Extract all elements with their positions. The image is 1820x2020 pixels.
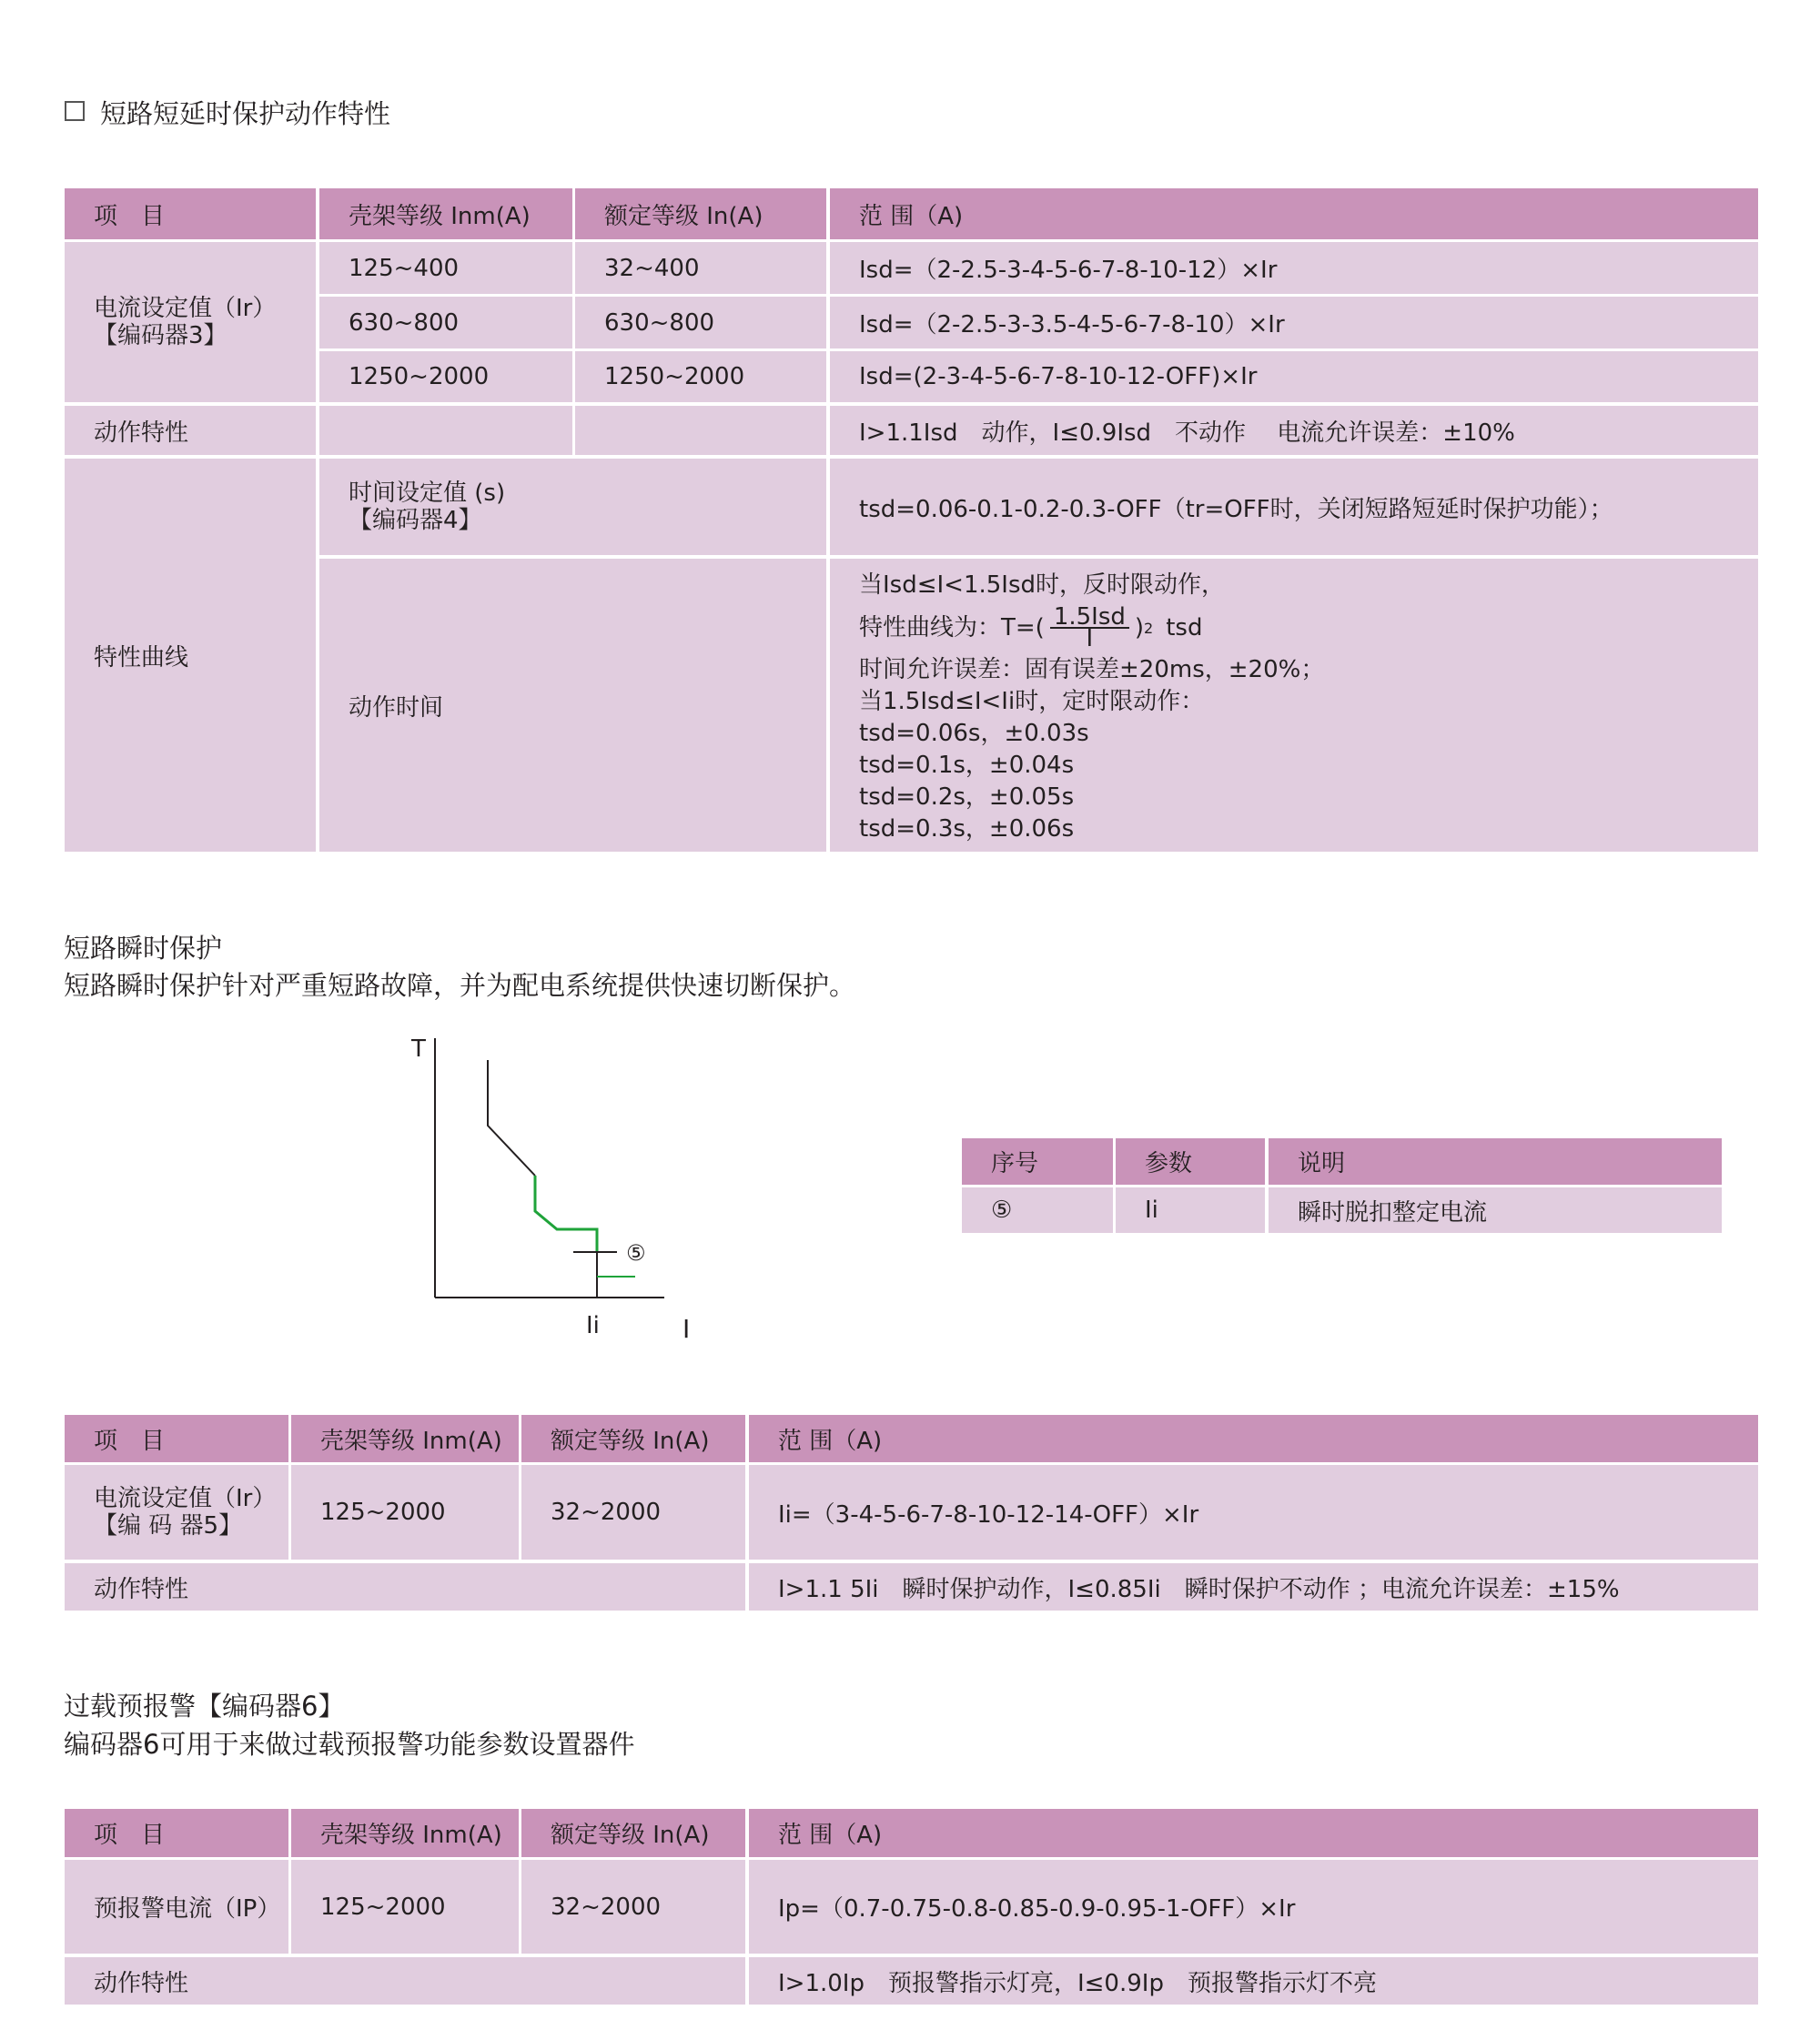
legend-row-desc: 瞬时脱扣整定电流 [1269, 1187, 1722, 1233]
table1-row3-frame: 1250~2000 [319, 351, 572, 402]
table3-action-value: I>1.0Ip 预报警指示灯亮，I≤0.9Ip 预报警指示灯不亮 [749, 1957, 1758, 2005]
detail-line-7: tsd=0.2s，±0.05s [859, 783, 1075, 811]
table1-action-value: I>1.1Isd 动作，I≤0.9Isd 不动作 电流允许误差：±10% [830, 406, 1758, 455]
table2-header-frame: 壳架等级 Inm(A) [291, 1415, 519, 1462]
formula-exponent: 2 [1144, 619, 1154, 637]
table1-action-time-label: 动作时间 [319, 559, 826, 852]
table1-header-item: 项 目 [65, 188, 316, 239]
table3-header-range: 范 围（A) [749, 1809, 1758, 1857]
table2-header-item: 项 目 [65, 1415, 288, 1462]
label-line-1: 电流设定值（Ir） [94, 295, 277, 322]
formula-numerator: 1.5Isd [1050, 607, 1129, 629]
table3-rated: 32~2000 [521, 1860, 745, 1954]
detail-line-8: tsd=0.3s，±0.06s [859, 815, 1075, 843]
legend-header-no: 序号 [962, 1138, 1113, 1185]
label-line-2: 【编码器4】 [349, 507, 482, 534]
label-line-2: 【编码器3】 [94, 322, 228, 349]
y-axis-label: T [411, 1035, 426, 1063]
table3-header-rated: 额定等级 In(A) [521, 1809, 745, 1857]
table1-row1-rated: 32~400 [575, 242, 826, 294]
table1-time-setting-value: tsd=0.06-0.1-0.2-0.3-OFF（tr=OFF时，关闭短路短延时保护功能）； [830, 459, 1758, 555]
section-desc-prealarm: 编码器6可用于来做过载预报警功能参数设置器件 [64, 1729, 635, 1760]
table1-row1-frame: 125~400 [319, 242, 572, 294]
table3-label: 预报警电流（IP） [65, 1860, 288, 1954]
table1-action-frame-empty [319, 406, 572, 455]
table2-header-range: 范 围（A) [749, 1415, 1758, 1462]
table1-action-label: 动作特性 [65, 406, 316, 455]
table1-row3-range: Isd=(2-3-4-5-6-7-8-10-12-OFF)×Ir [830, 351, 1758, 402]
table2-frame: 125~2000 [291, 1465, 519, 1560]
table2-action-value: I>1.1 5Ii 瞬时保护动作，I≤0.85Ii 瞬时保护不动作 ；电流允许误差：±15% [749, 1563, 1758, 1611]
detail-line-1: 当Isd≤I<1.5Isd时，反时限动作， [859, 571, 1226, 599]
table1-header-rated: 额定等级 In(A) [575, 188, 826, 239]
table2-action-label: 动作特性 [65, 1563, 745, 1611]
formula-suffix: ) [1134, 613, 1145, 641]
table1-row2-frame: 630~800 [319, 297, 572, 348]
detail-line-5: tsd=0.06s，±0.03s [859, 720, 1089, 747]
detail-line-3: 时间允许误差：固有误差±20ms，±20%； [859, 656, 1325, 683]
table1-row2-range: Isd=（2-2.5-3-3.5-4-5-6-7-8-10）×Ir [830, 297, 1758, 348]
table1-action-time-details [830, 559, 1758, 852]
section-title-prealarm: 过载预报警【编码器6】 [64, 1691, 345, 1722]
trip-curve-graph [400, 1033, 710, 1342]
table1-curve-label: 特性曲线 [65, 459, 316, 852]
formula-tail: tsd [1166, 613, 1203, 641]
formula-prefix: 特性曲线为：T=( [859, 613, 1045, 641]
x-axis-label: I [682, 1314, 691, 1342]
table3-header-item: 项 目 [65, 1809, 288, 1857]
formula-line [859, 601, 1202, 654]
label-line-2: 【编 码 器5】 [94, 1512, 243, 1540]
formula-denominator: I [1086, 625, 1094, 652]
table3-frame: 125~2000 [291, 1860, 519, 1954]
table2-range: Ii=（3-4-5-6-7-8-10-12-14-OFF）×Ir [749, 1465, 1758, 1560]
detail-line-4: 当1.5Isd≤I<Ii时，定时限动作： [859, 688, 1205, 715]
table1-time-setting-label [319, 459, 826, 555]
curve-short-delay [535, 1176, 597, 1252]
tick-label-ii: Ii [586, 1312, 600, 1339]
table1-current-setting-label [65, 242, 316, 402]
legend-row-param: Ii [1116, 1187, 1265, 1233]
section-desc-instant: 短路瞬时保护针对严重短路故障，并为配电系统提供快速切断保护。 [64, 970, 856, 1001]
checkbox-icon [65, 101, 85, 121]
table1-header-range: 范 围（A) [830, 188, 1758, 239]
formula-fraction [1050, 603, 1129, 652]
curve-long-delay [488, 1060, 535, 1176]
table3-range: Ip=（0.7-0.75-0.8-0.85-0.9-0.95-1-OFF）×Ir [749, 1860, 1758, 1954]
legend-header-param: 参数 [1116, 1138, 1265, 1185]
table1-row1-range: Isd=（2-2.5-3-4-5-6-7-8-10-12）×Ir [830, 242, 1758, 294]
table1-action-rated-empty [575, 406, 826, 455]
legend-header-desc: 说明 [1269, 1138, 1722, 1185]
label-line-1: 时间设定值 (s) [349, 480, 506, 507]
marker-label: ⑤ [626, 1240, 646, 1266]
table2-rated: 32~2000 [521, 1465, 745, 1560]
table1-row3-rated: 1250~2000 [575, 351, 826, 402]
table2-current-setting-label [65, 1465, 288, 1560]
table1-header-frame: 壳架等级 Inm(A) [319, 188, 572, 239]
table3-header-frame: 壳架等级 Inm(A) [291, 1809, 519, 1857]
section-title-short-delay: 短路短延时保护动作特性 [100, 98, 391, 129]
table1-row2-rated: 630~800 [575, 297, 826, 348]
detail-line-6: tsd=0.1s，±0.04s [859, 752, 1075, 779]
table2-header-rated: 额定等级 In(A) [521, 1415, 745, 1462]
label-line-1: 电流设定值（Ir） [94, 1485, 277, 1512]
section-title-instant: 短路瞬时保护 [64, 933, 223, 964]
table3-action-label: 动作特性 [65, 1957, 745, 2005]
legend-row-no: ⑤ [962, 1187, 1113, 1233]
